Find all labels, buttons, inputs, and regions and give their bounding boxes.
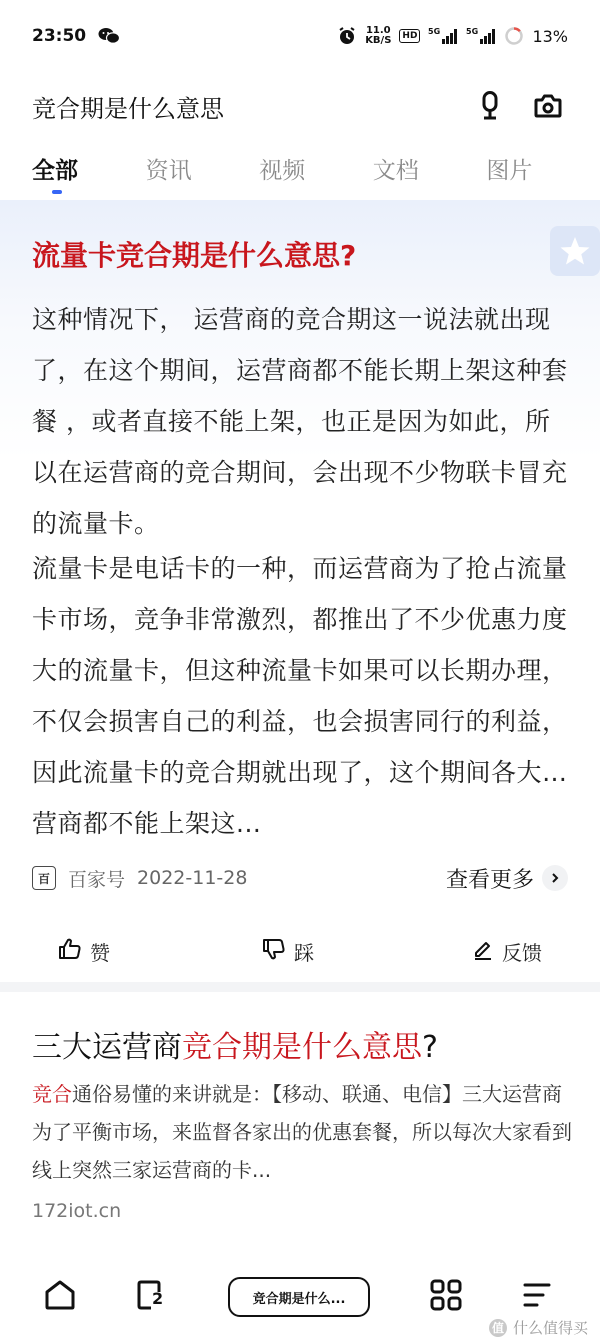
camera-icon[interactable] [528, 86, 568, 126]
star-icon[interactable] [550, 226, 600, 276]
feedback-label: 反馈 [502, 940, 542, 965]
svg-text:5G: 5G [466, 27, 479, 36]
result-2-snippet-text: 通俗易懂的来讲就是：【移动、联通、电信】三大运营商为了平衡市场，来监督各家出的优惠套餐，所以每次大家看到线上突然三家运营商的卡... [32, 1082, 572, 1182]
baijiahao-logo-icon: 百 [32, 866, 56, 890]
tab-all[interactable]: 全部 [32, 157, 78, 184]
tab-video[interactable]: 视频 [259, 157, 306, 184]
feedback-actions [0, 928, 600, 974]
svg-text:5G: 5G [428, 27, 441, 36]
grid-apps-icon[interactable] [424, 1273, 468, 1317]
clock: 23:50 [32, 26, 87, 46]
net-speed-value: 11.0 [365, 25, 391, 36]
result-card-featured[interactable] [0, 200, 600, 982]
home-icon[interactable] [38, 1273, 82, 1317]
battery-percent: 13% [532, 26, 568, 46]
result-title[interactable]: 流量卡竞合期是什么意思? [32, 239, 357, 272]
current-query-pill[interactable]: 竞合期是什么... [228, 1277, 370, 1317]
result-paragraph-2 [32, 543, 572, 838]
status-right [337, 26, 568, 46]
feedback-button[interactable] [472, 937, 542, 966]
result-paragraph-2-text: 流量卡是电话卡的一种，而运营商为了抢占流量卡市场，竞争非常激烈，都推出了不少优惠力度大的流量卡，但这种流量卡如果可以长期办理，不仅会损害自己的利益，也会损害同行的利益，因此流量卡的竞合期就出现了，这个期间各大运营商都不能上架这... [32, 554, 568, 838]
signal-icon-2 [466, 26, 496, 46]
status-left [32, 26, 120, 46]
tab-images[interactable]: 图片 [486, 157, 533, 184]
result-tabs [0, 140, 600, 196]
result-2-title-highlight: 竞合期是什么意思 [182, 1030, 422, 1065]
source-row [32, 860, 568, 896]
thumbs-down-icon [262, 937, 286, 966]
result-2-title-suffix: ? [422, 1030, 438, 1065]
source-date: 2022-11-28 [137, 867, 248, 889]
watermark [489, 1317, 588, 1338]
chevron-right-icon [542, 865, 568, 891]
search-header [0, 72, 600, 140]
dislike-label: 踩 [294, 940, 314, 965]
source-name[interactable]: 百家号 [68, 868, 126, 891]
like-label: 赞 [90, 940, 110, 965]
battery-ring-icon [504, 26, 524, 46]
result-2-title-prefix: 三大运营商 [32, 1030, 182, 1065]
tabs-count: 2 [152, 1289, 164, 1308]
watermark-text: 什么值得买 [512, 1319, 588, 1337]
watermark-logo-icon: 值 [489, 1319, 507, 1337]
like-button[interactable] [58, 937, 110, 966]
see-more-button[interactable] [446, 863, 568, 894]
wechat-icon [98, 27, 120, 45]
result-2-title[interactable] [32, 1022, 438, 1066]
result-2-source[interactable]: 172iot.cn [32, 1200, 122, 1222]
bottom-nav [0, 1251, 600, 1341]
dislike-button[interactable] [262, 937, 314, 966]
active-tab-indicator [52, 190, 62, 194]
alarm-icon [337, 26, 357, 46]
net-speed [365, 26, 391, 46]
net-speed-unit: KB/S [365, 35, 392, 46]
search-query[interactable]: 竞合期是什么意思 [32, 94, 224, 123]
result-2-snippet-highlight: 竞合 [32, 1082, 72, 1106]
thumbs-up-icon [58, 937, 82, 966]
result-2-snippet [32, 1075, 572, 1189]
status-bar [0, 0, 600, 72]
menu-icon[interactable] [516, 1273, 560, 1317]
signal-icon-1 [428, 26, 458, 46]
result-divider [0, 982, 600, 992]
microphone-icon[interactable] [470, 86, 510, 126]
pencil-icon [472, 938, 494, 965]
see-more-label: 查看更多 [445, 867, 534, 893]
result-paragraph-1: 这种情况下， 运营商的竞合期这一说法就出现了，在这个期间，运营商都不能长期上架这种套餐 ，或者直接不能上架，也正是因为如此，所以在运营商的竞合期间，会出现不少物联卡冒充的流量卡。 [32, 305, 568, 538]
hd-badge: HD [399, 29, 420, 43]
tabs-count-icon[interactable] [130, 1273, 174, 1317]
tab-docs[interactable]: 文档 [372, 157, 419, 184]
tab-news[interactable]: 资讯 [145, 157, 192, 184]
